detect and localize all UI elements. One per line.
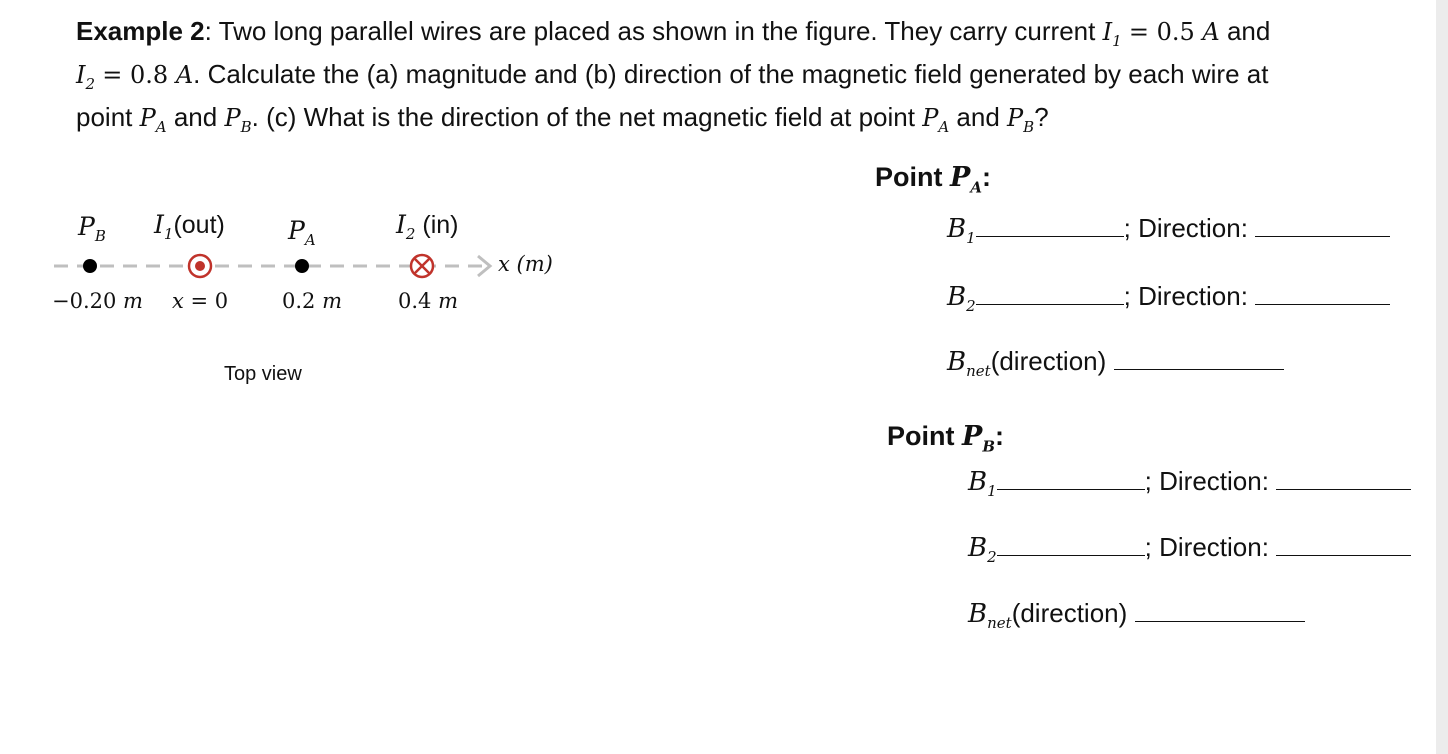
- answer-row-B1-PB: $B_1$ ; Direction:: [968, 466, 1411, 500]
- section-title-PA: Point $P_A$:: [875, 162, 991, 197]
- Bnet-direction-blank[interactable]: [1114, 349, 1284, 370]
- tick-0-2: 0.2 m: [282, 289, 342, 313]
- tick-zero: x = 0: [172, 289, 229, 313]
- symbol-I1: $I_1$: [1102, 18, 1122, 50]
- answer-row-B2-PB: $B_2$ ; Direction:: [968, 532, 1411, 566]
- label-I2-in: $I_2$ (in): [396, 210, 459, 243]
- problem-text: . Calculate the (a) magnitude and (b) direction of the magnetic field generated by each wire at: [193, 58, 1269, 89]
- window-edge: [1436, 0, 1448, 754]
- problem-text: point: [76, 101, 140, 132]
- answer-row-B2-PA: $B_2$ ; Direction:: [947, 281, 1390, 315]
- problem-text: and: [1219, 16, 1271, 46]
- unit-A: A: [175, 60, 194, 89]
- section-title-PB: Point $P_B$:: [887, 421, 1004, 456]
- symbol-PB: $P_B$: [224, 103, 252, 136]
- I2-value: = 0.8: [102, 60, 176, 89]
- answer-row-Bnet-PB: $B_{net}(direction)$: [968, 598, 1305, 632]
- problem-text: : Two long parallel wires are placed as shown in the figure. They carry current: [204, 16, 1103, 46]
- x-axis-graphic: [50, 248, 510, 284]
- symbol-PA: $P_A$: [922, 103, 950, 136]
- problem-statement: [76, 15, 1366, 143]
- B1-magnitude-blank[interactable]: [997, 469, 1145, 490]
- label-I1-out: $I_1(out)$: [154, 210, 225, 243]
- point-PB-marker: [83, 259, 97, 273]
- unit-A: A: [1202, 18, 1220, 46]
- Bnet-direction-blank[interactable]: [1135, 601, 1305, 622]
- problem-line-2: [76, 58, 1366, 101]
- symbol-PA: $P_A$: [139, 103, 167, 136]
- example-label: Example 2: [76, 16, 205, 46]
- B2-magnitude-blank[interactable]: [997, 535, 1145, 556]
- diagram-caption: Top view: [224, 363, 302, 385]
- label-PB: $P_B$: [78, 212, 106, 245]
- B2-magnitude-blank[interactable]: [976, 284, 1124, 305]
- B1-magnitude-blank[interactable]: [976, 216, 1124, 237]
- B1-direction-blank[interactable]: [1276, 469, 1411, 490]
- problem-text: ?: [1034, 101, 1049, 132]
- axis-label: x (m): [498, 252, 553, 276]
- problem-text: and: [166, 101, 225, 132]
- B1-direction-blank[interactable]: [1255, 216, 1390, 237]
- problem-text: . (c) What is the direction of the net magnetic field at point: [251, 101, 923, 132]
- problem-text: and: [949, 101, 1008, 132]
- answer-row-Bnet-PA: $B_{net}(direction)$: [947, 346, 1284, 380]
- B2-direction-blank[interactable]: [1255, 284, 1390, 305]
- label-PA: $P_A$: [288, 216, 316, 249]
- wire-out-dot: [195, 261, 205, 271]
- problem-line-1: [76, 15, 1366, 58]
- B2-direction-blank[interactable]: [1276, 535, 1411, 556]
- tick-0-4: 0.4 m: [398, 289, 458, 313]
- I1-value: = 0.5: [1128, 18, 1203, 46]
- answer-row-B1-PA: $B_1$ ; Direction:: [947, 213, 1390, 247]
- point-PA-marker: [295, 259, 309, 273]
- symbol-PB: $P_B$: [1007, 103, 1035, 136]
- problem-line-3: [76, 101, 1366, 144]
- symbol-I2: $I_2$: [76, 60, 96, 93]
- tick-neg-0-20: −0.20 m: [52, 289, 143, 313]
